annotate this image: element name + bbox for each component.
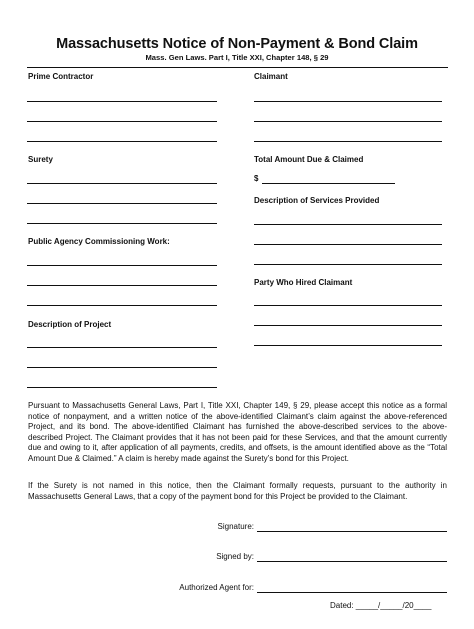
bond-request-paragraph: If the Surety is not named in this notice, then the Claimant formally requests, pursuant to the authority in Massachusetts General Laws, that a copy of the payment bond for this Project be provided to the Claimant.	[28, 481, 447, 501]
hired-by-line-1[interactable]	[254, 305, 442, 306]
signed-by-label: Signed by:	[216, 552, 254, 561]
hired-by-line-3[interactable]	[254, 345, 442, 346]
claimant-line-2[interactable]	[254, 121, 442, 122]
authorized-agent-label: Authorized Agent for:	[179, 583, 254, 592]
form-title: Massachusetts Notice of Non-Payment & Bond Claim	[56, 36, 418, 52]
project-line-2[interactable]	[27, 367, 217, 368]
prime-contractor-line-1[interactable]	[27, 101, 217, 102]
header-divider	[27, 67, 448, 68]
project-line-1[interactable]	[27, 347, 217, 348]
surety-line-2[interactable]	[27, 203, 217, 204]
project-line-3[interactable]	[27, 387, 217, 388]
claimant-line-3[interactable]	[254, 141, 442, 142]
public-agency-line-3[interactable]	[27, 305, 217, 306]
surety-line-1[interactable]	[27, 183, 217, 184]
dollar-sign: $	[254, 174, 259, 183]
prime-contractor-line-2[interactable]	[27, 121, 217, 122]
signed-by-line[interactable]	[257, 561, 447, 562]
services-line-3[interactable]	[254, 264, 442, 265]
public-agency-line-1[interactable]	[27, 265, 217, 266]
public-agency-line-2[interactable]	[27, 285, 217, 286]
prime-contractor-label: Prime Contractor	[28, 72, 94, 81]
prime-contractor-line-3[interactable]	[27, 141, 217, 142]
notice-paragraph: Pursuant to Massachusetts General Laws, Part I, Title XXI, Chapter 149, § 29, please accept this notice as a formal notice of nonpayment, and a written notice of the above-identified Claimant’s claim against the above-referenced Project, and its bond. The above-identified Claimant has furnished the above-described services to the above-described Project. The Claimant provides that it has not been paid for these Services, and that the amount currently due and owing to it, after application of all payments, credits, and offsets, is the amount identified above as the “Total Amount Due & Claimed.” A claim is hereby made against the Surety’s bond for this Project.	[28, 401, 447, 463]
claimant-label: Claimant	[254, 72, 288, 81]
signature-label: Signature:	[217, 522, 254, 531]
services-line-2[interactable]	[254, 244, 442, 245]
services-label: Description of Services Provided	[254, 196, 380, 205]
project-description-label: Description of Project	[28, 320, 112, 329]
public-agency-label: Public Agency Commissioning Work:	[28, 237, 170, 246]
amount-due-label: Total Amount Due & Claimed	[254, 155, 364, 164]
form-subtitle: Mass. Gen Laws. Part I, Title XXI, Chapter 148, § 29	[145, 53, 329, 62]
amount-due-line[interactable]	[262, 183, 395, 184]
authorized-agent-line[interactable]	[257, 592, 447, 593]
hired-by-label: Party Who Hired Claimant	[254, 278, 353, 287]
services-line-1[interactable]	[254, 224, 442, 225]
claimant-line-1[interactable]	[254, 101, 442, 102]
dated-field[interactable]: Dated: _____/_____/20____	[330, 601, 432, 610]
surety-line-3[interactable]	[27, 223, 217, 224]
hired-by-line-2[interactable]	[254, 325, 442, 326]
signature-line[interactable]	[257, 531, 447, 532]
surety-label: Surety	[28, 155, 53, 164]
